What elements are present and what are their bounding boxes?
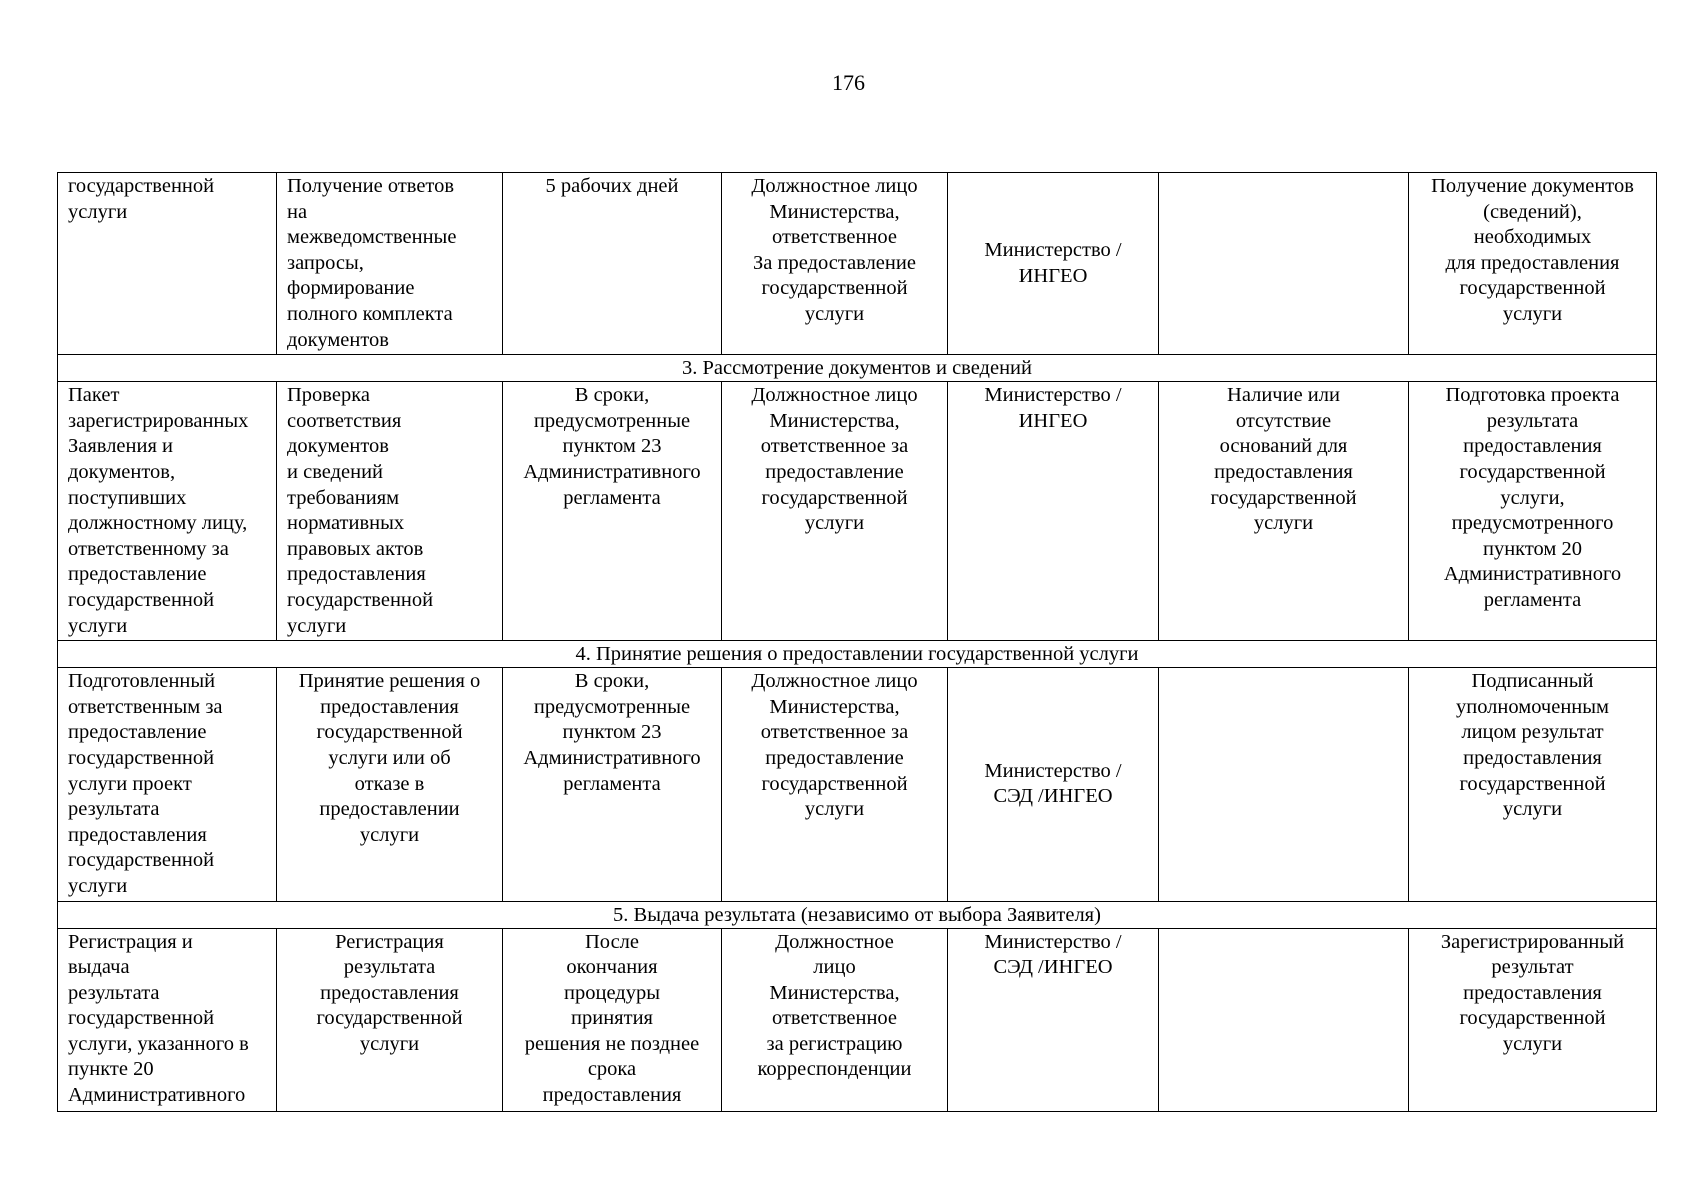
cell-result: Подписанный уполномоченным лицом результат предоставления государственной услуги [1409, 668, 1657, 901]
cell-deadline: В сроки, предусмотренные пунктом 23 Административного регламента [503, 668, 722, 901]
cell-text: Регистрация результата предоставления государственной услуги [316, 930, 463, 1055]
cell-input: Подготовленный ответственным за предоставление государственной услуги проект результата предоставления государственной услуги [58, 668, 277, 901]
cell-system [948, 928, 1159, 1111]
cell-criteria [1159, 928, 1409, 1111]
cell-action: Получение ответов на межведомственные запросы, формирование полного комплекта документов [277, 173, 503, 355]
cell-action: Принятие решения о предоставления государственной услуги или об отказе в предоставлении услуги [277, 668, 503, 901]
cell-deadline [503, 928, 722, 1111]
section-heading: 5. Выдача результата (независимо от выбора Заявителя) [58, 901, 1657, 928]
table-row [58, 668, 1657, 901]
section-row [58, 641, 1657, 668]
cell-system: Министерство / СЭД /ИНГЕО [948, 668, 1159, 901]
cell-responsible: Должностное лицо Министерства, ответственное за предоставление государственной услуги [722, 668, 948, 901]
cell-text: Должностное лицо Министерства, ответственное за регистрацию корреспонденции [757, 930, 912, 1081]
table-row [58, 928, 1657, 1111]
cell-action: Проверка соответствия документов и сведений требованиям нормативных правовых актов предоставления государственной услуги [277, 382, 503, 641]
cell-system: Министерство / ИНГЕО [948, 173, 1159, 355]
cell-responsible [722, 928, 948, 1111]
cell-result: Подготовка проекта результата предоставления государственной услуги, предусмотренного пунктом 20 Административного регламента [1409, 382, 1657, 641]
cell-input: государственной услуги [58, 173, 277, 355]
cell-responsible: Должностное лицо Министерства, ответственное За предоставление государственной услуги [722, 173, 948, 355]
section-heading: 3. Рассмотрение документов и сведений [58, 355, 1657, 382]
cell-input [58, 928, 277, 1111]
cell-text: Зарегистрированный результат предоставления государственной услуги [1440, 930, 1625, 1055]
cell-input: Пакет зарегистрированных Заявления и документов, поступивших должностному лицу, ответственному за предоставление государственной услуги [58, 382, 277, 641]
cell-criteria: Наличие или отсутствие оснований для предоставления государственной услуги [1159, 382, 1409, 641]
table-row [58, 382, 1657, 641]
cell-action [277, 928, 503, 1111]
procedure-table [57, 172, 1657, 1112]
section-row [58, 355, 1657, 382]
cell-deadline: В сроки, предусмотренные пунктом 23 Административного регламента [503, 382, 722, 641]
cell-result [1409, 928, 1657, 1111]
cell-system: Министерство / ИНГЕО [948, 382, 1159, 641]
cell-criteria [1159, 668, 1409, 901]
section-row [58, 901, 1657, 928]
table-row [58, 173, 1657, 355]
page-number: 176 [832, 70, 865, 95]
cell-result: Получение документов (сведений), необходимых для предоставления государственной услуги [1409, 173, 1657, 355]
cell-text: После окончания процедуры принятия решения не позднее срока предоставления [524, 930, 700, 1107]
cell-responsible: Должностное лицо Министерства, ответственное за предоставление государственной услуги [722, 382, 948, 641]
cell-text: Регистрация и выдача результата государственной услуги, указанного в пункте 20 Административного [68, 930, 249, 1107]
section-heading: 4. Принятие решения о предоставлении государственной услуги [58, 641, 1657, 668]
cell-text: Министерство / СЭД /ИНГЕО [984, 930, 1122, 979]
cell-criteria [1159, 173, 1409, 355]
cell-deadline: 5 рабочих дней [503, 173, 722, 355]
